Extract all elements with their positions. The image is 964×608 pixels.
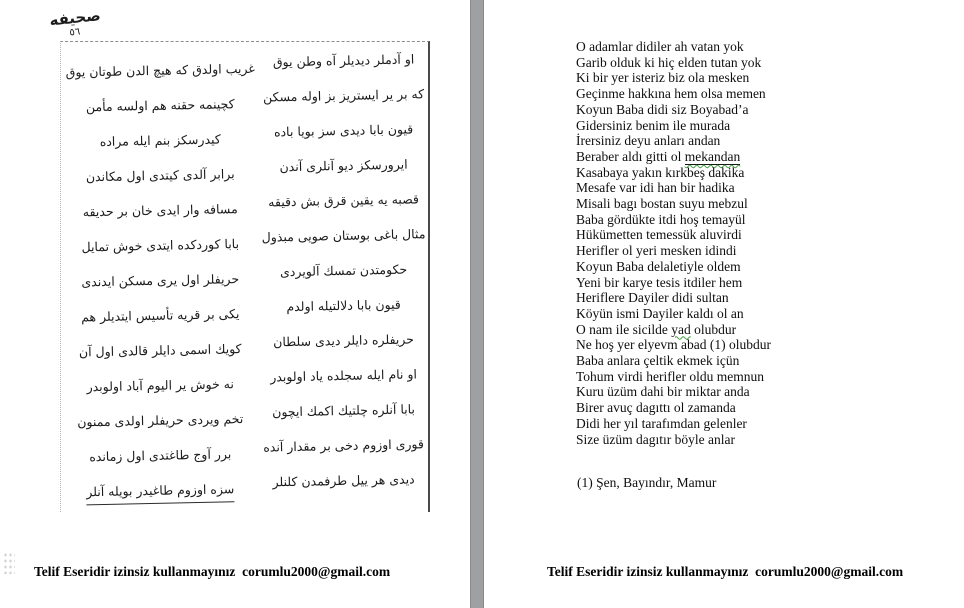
poem-line: Misali bagı bostan suyu mebzul — [576, 196, 748, 212]
hemistich-right: او نام ايله سجلده ياد اولوبدر — [270, 365, 418, 384]
poem-line: Mesafe var idi han bir hadika — [576, 180, 735, 196]
poem-line: Geçinme hakkına hem olsa memen — [576, 86, 766, 102]
poem-lines — [576, 39, 771, 447]
hemistich-right: قيون بابا ديدى سز بويا باده — [273, 120, 414, 139]
copyright-notice-right: Telif Eseridir izinsiz kullanmayınız corumlu2000@gmail.com — [547, 564, 904, 579]
hemistich-right: قورى اوزوم دخى بر مقدار آنده — [263, 435, 425, 455]
poem-line: Size üzüm dagıtır böyle anlar — [576, 431, 735, 447]
hemistich-right: او آدملر ديديلر آه وطن يوق — [272, 50, 415, 69]
poem-line: Heriflere Dayiler didi sultan — [576, 290, 729, 306]
hemistich-left: كويك اسمى دايلر قالدى اول آن — [78, 340, 242, 359]
hemistich-left: يكى بر قريه تأسيس ايتديلر هم — [80, 305, 240, 324]
poem-line: Kasabaya yakın kırkbeş dakika — [576, 164, 745, 180]
poem-line: Ki bir yer isteriz biz ola mesken — [576, 70, 750, 86]
hemistich-right: حريفلره دايلر ديدى سلطان — [273, 330, 415, 349]
hemistich-left: برر آوج طاغتدى اول زمانده — [89, 445, 232, 464]
hemistich-left: برابر آلدى كيتدى اول مكاندن — [85, 165, 235, 184]
poem-line: Garib olduk ki hiç elden tutan yok — [576, 54, 762, 70]
marked-word: mekandan — [684, 148, 741, 164]
hemistich-left: سزه اوزوم طاغيدر بويله آنلر — [61, 469, 260, 499]
hemistich-right: مثال باغى بوستان صويى مبذول — [261, 225, 426, 245]
hemistich-right: بابا آنلره چلتيك اكمك ايچون — [272, 400, 416, 419]
hemistich-right: ايرورسكز ديو آنلرى آندن — [279, 156, 408, 174]
poem-line: Koyun Baba delaletiyle oldem — [576, 258, 741, 274]
hemistich-right: حكومتدن تمسك آلويردى — [279, 261, 408, 279]
transliteration-page — [482, 0, 964, 608]
poem-line: Beraber aldı gitti ol mekandan — [576, 148, 741, 164]
hemistich-left: كيدرسكز بنم ايله مراده — [99, 131, 221, 149]
marked-word: yad — [671, 321, 691, 337]
copyright-notice-left: Telif Eseridir izinsiz kullanmayınız corumlu2000@gmail.com — [34, 564, 391, 579]
hemistich-right: قيون بابا دلالتيله اولدم — [286, 296, 401, 314]
poem-line: Didi her yıl tarafımdan gelenler — [576, 415, 747, 431]
manuscript-page-label-word: صحيفه — [48, 6, 102, 30]
poem-line: Baba gördükte itdi hoş temayül — [576, 211, 746, 227]
poem-line: Herifler ol yeri mesken idindi — [576, 243, 737, 259]
poem-line: O nam ile sicilde yad olubdur — [576, 321, 737, 337]
poem-line: Yeni bir karye tesis itdiler hem — [576, 274, 743, 290]
poem-line: Tohum virdi herifler oldu memnun — [576, 368, 765, 384]
hemistich-left: كچينمه حقنه هم اولسه مأمن — [85, 95, 235, 114]
hemistich-left: حريفلر اول يرى مسكن ايدندى — [81, 270, 240, 289]
poem-line: Baba anlara çeltik ekmek içün — [576, 353, 740, 369]
hemistich-right: ديدى هر ييل طرفمدن كلنلر — [272, 470, 415, 489]
poem-line: Koyun Baba didi siz Boyabad’a — [576, 101, 749, 117]
poem-line: Hükümetten temessük aluvirdi — [576, 227, 742, 243]
hemistich-left: تخم ويردى حريفلر اولدى ممنون — [77, 410, 244, 430]
manuscript-page — [0, 0, 470, 608]
manuscript-frame — [60, 41, 430, 512]
footnote: (1) Şen, Bayındır, Mamur — [577, 475, 717, 490]
hemistich-right: قصبه يه يقين قرق بش دقيقه — [268, 190, 420, 210]
poem-line: Köyün ismi Dayiler kaldı ol an — [576, 305, 744, 321]
poem-line: Birer avuç dagıttı ol zamanda — [576, 400, 736, 416]
hemistich-left: مسافه وار ايدى خان بر حديقه — [82, 200, 238, 219]
poem-line: O adamlar didiler ah vatan yok — [576, 39, 744, 54]
hemistich-left: غريب اولدق كه هيچ الدن طوتان يوق — [65, 60, 255, 80]
hemistich-left: نه خوش ير اليوم آباد اولوبدر — [86, 375, 235, 394]
scan-artifact — [3, 552, 15, 574]
manuscript-page-label — [49, 8, 100, 41]
couplet-row — [61, 461, 429, 504]
hemistich-right: كه بر ير ايستريز بز اوله مسكن — [262, 85, 425, 105]
manuscript-page-number: ٥٦ — [68, 26, 81, 39]
poem-line: Gidersiniz benim ile murada — [576, 117, 731, 133]
hemistich-left: بابا كوردكده ايتدى خوش تمايل — [81, 235, 240, 254]
manuscript-couplets — [61, 45, 428, 500]
poem-line: Kuru üzüm dahi bir miktar anda — [576, 384, 750, 400]
poem-line: Ne hoş yer elyevm abad (1) olubdur — [576, 337, 771, 353]
poem-line: İrersiniz deyu anları andan — [576, 133, 721, 149]
